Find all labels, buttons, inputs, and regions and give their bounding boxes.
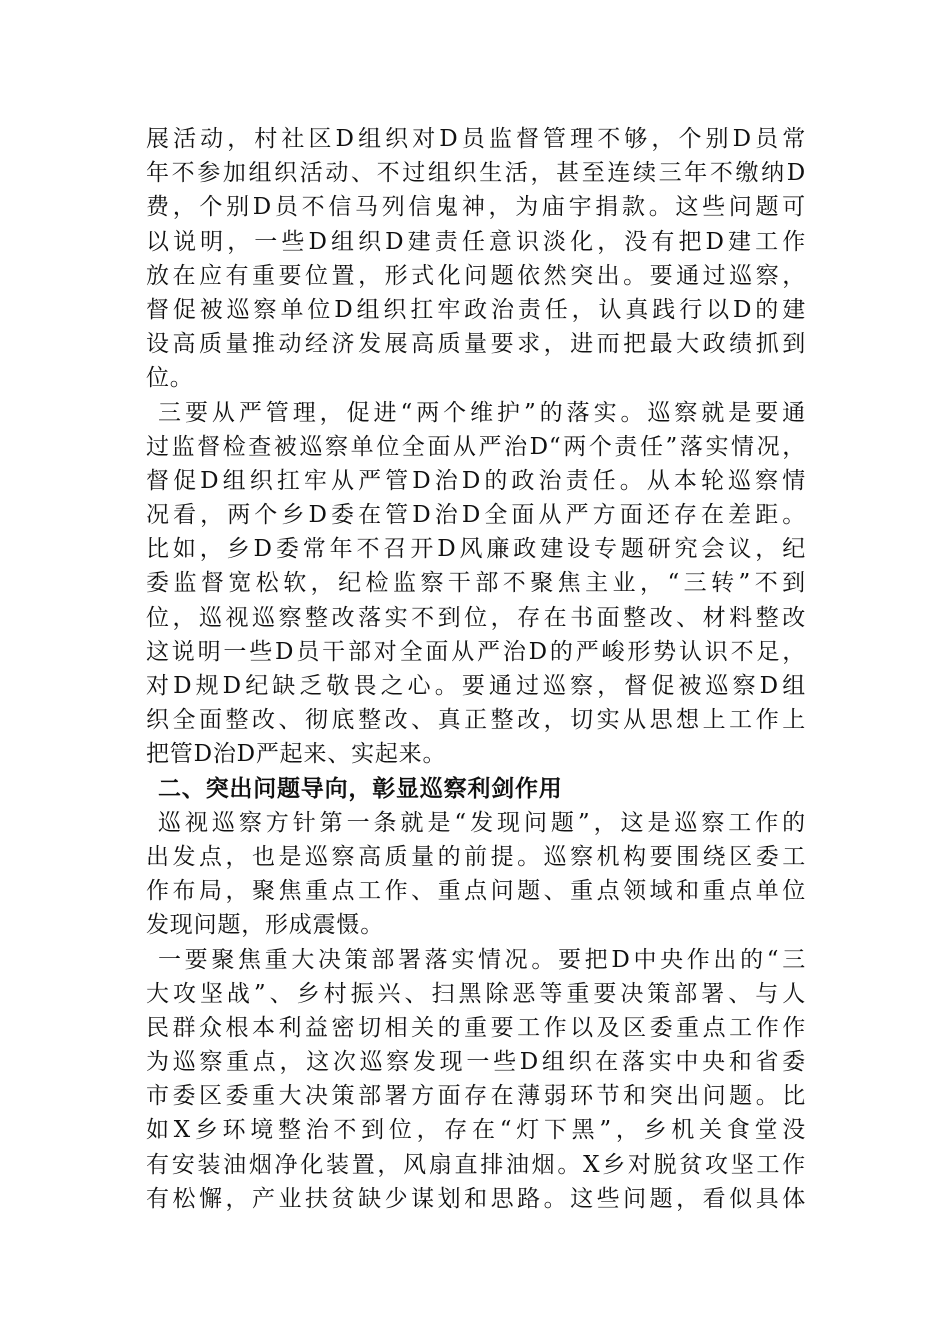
text-line: 督促被巡察单位D组织扛牢政治责任，认真践行以D的建 <box>146 296 806 323</box>
text-line: 织全面整改、彻底整改、真正整改，切实从思想上工作上 <box>146 707 806 734</box>
text-line: 有安装油烟净化装置，风扇直排油烟。X乡对脱贫攻坚工作 <box>146 1151 806 1178</box>
text-line: 为巡察重点，这次巡察发现一些D组织在落实中央和省委 <box>146 1049 806 1076</box>
text-line: 以说明，一些D组织D建责任意识淡化，没有把D建工作 <box>146 228 806 255</box>
text-line: 位，巡视巡察整改落实不到位，存在书面整改、材料整改 <box>146 604 806 631</box>
text-line: 市委区委重大决策部署方面存在薄弱环节和突出问题。比 <box>146 1083 806 1110</box>
text-line: 大攻坚战”、乡村振兴、扫黑除恶等重要决策部署、与人 <box>146 980 806 1007</box>
text-line: 比如，乡D委常年不召开D风廉政建设专题研究会议，纪 <box>146 536 806 563</box>
text-line: 位。 <box>146 365 194 392</box>
text-line: 这说明一些D员干部对全面从严治D的严峻形势认识不足， <box>146 638 806 665</box>
text-line: 发现问题，形成震慑。 <box>146 912 384 939</box>
document-page <box>146 122 806 1216</box>
text-line: 把管D治D严起来、实起来。 <box>146 741 447 768</box>
text-line: 出发点，也是巡察高质量的前提。巡察机构要围绕区委工 <box>146 843 806 870</box>
paragraph-start-line: 一要聚焦重大决策部署落实情况。要把D中央作出的“三 <box>158 946 806 973</box>
text-line: 费，个别D员不信马列信鬼神，为庙宇捐款。这些问题可 <box>146 194 806 221</box>
text-line: 年不参加组织活动、不过组织生活，甚至连续三年不缴纳D <box>146 160 806 187</box>
paragraph-start-line: 巡视巡察方针第一条就是“发现问题”，这是巡察工作的 <box>158 809 806 836</box>
paragraph-start-line: 三要从严管理，促进“两个维护”的落实。巡察就是要通 <box>158 399 806 426</box>
text-line: 展活动，村社区D组织对D员监督管理不够，个别D员常 <box>146 126 806 152</box>
text-line: 对D规D纪缺乏敬畏之心。要通过巡察，督促被巡察D组 <box>146 673 806 699</box>
section-heading: 二、突出问题导向，彰显巡察利剑作用 <box>158 775 563 802</box>
text-line: 有松懈，产业扶贫缺少谋划和思路。这些问题，看似具体 <box>146 1185 806 1212</box>
text-line: 督促D组织扛牢从严管D治D的政治责任。从本轮巡察情 <box>146 467 806 494</box>
text-line: 过监督检查被巡察单位全面从严治D“两个责任”落实情况， <box>146 433 806 460</box>
text-line: 放在应有重要位置，形式化问题依然突出。要通过巡察， <box>146 262 806 289</box>
text-line: 如X乡环境整治不到位，存在“灯下黑”，乡机关食堂没 <box>146 1117 806 1144</box>
text-line: 况看，两个乡D委在管D治D全面从严方面还存在差距。 <box>146 502 806 529</box>
text-line: 民群众根本利益密切相关的重要工作以及区委重点工作作 <box>146 1014 806 1041</box>
text-line: 委监督宽松软，纪检监察干部不聚焦主业，“三转”不到 <box>146 570 806 597</box>
text-line: 作布局，聚焦重点工作、重点问题、重点领域和重点单位 <box>146 878 806 905</box>
text-line: 设高质量推动经济发展高质量要求，进而把最大政绩抓到 <box>146 331 806 358</box>
